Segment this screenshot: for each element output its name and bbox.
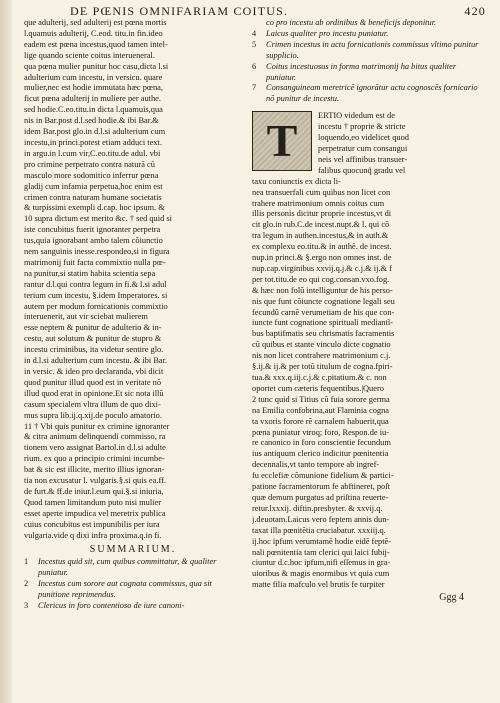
- text-line: iste concubitus fuerit ignoranter perpetra: [24, 225, 161, 235]
- text-line: ta vxoris forore rẽ carnalem habuerit,qua: [252, 416, 389, 426]
- text-line: na Emilia confobrina,aut Flaminia cogna: [252, 405, 389, 415]
- text-line: in argu.in l.cum vir,C.eo.titu.de adul. vbi: [24, 148, 161, 158]
- text-line: fecundũ carnẽ verumetiam de his que con-: [252, 307, 395, 317]
- right-text-lines: [252, 111, 484, 591]
- text-line: falibus quocunq̃ gradu vel: [318, 165, 406, 175]
- text-line: & citra animum delinquendi commisso, ra: [24, 432, 166, 442]
- summary-item: [252, 18, 484, 29]
- text-line: nis in Bar.post d.l.sed hodie.& ibi Bar.&: [24, 116, 159, 126]
- text-line: autem per modum fornicationis commixtio: [24, 301, 168, 311]
- summary-item-text: Incestus quid sit, cum quibus committatur, & qualiter puniatur.: [38, 557, 217, 578]
- summary-item-number: 6: [252, 61, 257, 71]
- text-line: nup.cap.virginibus xxvij.q.j.& c.j.& ij.& f: [252, 263, 392, 273]
- signature-mark: Ggg 4: [439, 592, 464, 604]
- text-line: rantur d.l.qui contra legum in fi.& l.si adul: [24, 279, 167, 289]
- text-line: cũ quibus et stante vinculo dicte cognatio: [252, 340, 391, 350]
- text-line: cit glo.in rub.C.de incest.nupt.& l. qui cõ: [252, 220, 390, 230]
- summary-item: [252, 62, 484, 84]
- summary-item-text: Laicus qualiter pro incestu puniatur.: [266, 28, 389, 38]
- text-line: ficut pœna adulterij in muliere per authe.: [24, 94, 161, 104]
- text-line: & turpissimi exempli d.cap. hoc ipsum. &: [24, 203, 165, 213]
- text-line: pœna puniatur vtroq; foro, Respon.de iu-: [252, 427, 389, 437]
- summary-item: [24, 579, 242, 601]
- text-line: illis personis dicitur proprie incestus,vt di: [252, 209, 392, 219]
- page-gutter: [0, 0, 12, 703]
- text-line: gladij cum infamia perpetua,hoc enim est: [24, 181, 163, 191]
- text-line: patione facramentorum fe abftineret, poſt: [252, 482, 390, 492]
- text-line: mus supra lib.ij.q.xij.de poculo amatorio.: [24, 410, 162, 420]
- text-line: incestu,in princi.potest etiam adduci text.: [24, 137, 162, 147]
- text-line: fu ecclefiæ cõmunione fidelium & partici-: [252, 471, 394, 481]
- text-line: mulier,nec est hodie immutata hæc pœna,: [24, 83, 163, 93]
- text-line: tia non excusatur l. vulgaris.§.si quis ea.ff.: [24, 476, 166, 486]
- text-line: decennalis,vt tanto tempore ab ingref-: [252, 460, 380, 470]
- text-line: neis vel affinibus transuer-: [318, 154, 408, 164]
- text-line: esset aperte impudica vel meretrix publica: [24, 508, 166, 518]
- text-line: 11 † Vbi quis punitur ex crimine ignoranter: [24, 421, 170, 431]
- text-line: nis que funt cõiuncte cognatione legali seu: [252, 296, 395, 306]
- left-column: [24, 18, 242, 612]
- text-line: bus baptifmatis seu chrismatis facramentis: [252, 329, 395, 339]
- text-line: nup.in princi.& §.ergo non omnes inst. de: [252, 253, 392, 263]
- summary-item: [252, 29, 484, 40]
- text-line: ERTIO videdum est de: [318, 111, 395, 121]
- summary-item-text: Coitus incestuosus in forma matrimonij ha bitus qualiter puniatur.: [266, 61, 457, 82]
- text-line: ius antiquum clerico indicitur pœnitentia: [252, 449, 389, 459]
- text-line: perpetratur cum consangui: [318, 143, 408, 153]
- summary-item-text: co pro incestu ab ordinibus & beneficijs deponitur.: [266, 18, 437, 27]
- text-line: nem sanguinis inesse.respondeo,si in figura: [24, 247, 170, 257]
- text-line: taxat illa pœnitẽtia cruciabatur. xxxiij.q.: [252, 525, 386, 535]
- text-line: iuncte funt cognatione spirituali mediantĩ-: [252, 318, 393, 328]
- text-line: matte filia mafculo vel brutis fe turpiter: [252, 580, 385, 590]
- text-line: idem Bar.post glo.in d.l.si adulterium cum: [24, 127, 166, 137]
- text-line: nea transuerfali cum quibus non licet con: [252, 187, 391, 197]
- text-line: tus,quia ignorabant ambo talem cõiunctio: [24, 236, 163, 246]
- right-column: [252, 18, 484, 604]
- summary-item-number: 3: [24, 601, 29, 611]
- summary-item-number: 7: [252, 83, 257, 93]
- text-line: quod punitur illud quod est in veritate nõ: [24, 377, 162, 387]
- text-line: tionem vero assignat Bartol.in d.l.si adulte: [24, 443, 166, 453]
- text-line: qua pœna mulier punitur hoc casu,dicta l.si: [24, 61, 169, 71]
- text-line: ij.hoc ipfum verumtamẽ hodie eidẽ feptẽ-: [252, 536, 392, 546]
- text-line: incestu † proprie & stricte: [318, 122, 406, 132]
- text-line: ex complexu eo.titu.& in authẽ. de incest.: [252, 242, 392, 252]
- text-line: illud quod erat in opinione.Et sic nota illũ: [24, 388, 164, 398]
- summary-item: [252, 83, 484, 105]
- text-line: taxu coniunctis ex dicta li-: [252, 176, 341, 186]
- summary-item-number: 1: [24, 557, 29, 567]
- summary-item-text: Clericus in foro contentioso de iure canoni-: [38, 601, 185, 611]
- text-line: esse neptem & punitur de adulterio & in-: [24, 323, 162, 333]
- text-line: na punitur,si statim habita scientia sepa: [24, 268, 156, 278]
- text-line: in d.l.si adulterium cum incestu. & ibi Bar.: [24, 356, 168, 366]
- text-line: cuius concubitus est impunibilis per iura: [24, 519, 160, 529]
- text-line: j.deuotam.Laicus vero feptem annis dun-: [252, 514, 390, 524]
- page-number: 420: [464, 4, 486, 18]
- text-line: per tot.titu.de eo qui cog.consan.vxo.fog.: [252, 274, 390, 284]
- text-line: que adulterij, sed adulterij est pœna mortis: [24, 18, 167, 27]
- text-line: lige quando sciente coitus interueneral.: [24, 50, 155, 60]
- summary-heading: SUMMARIUM.: [89, 543, 177, 555]
- text-line: Quod tamen limitandum puto nisi mulier: [24, 497, 162, 507]
- summary-item: [252, 40, 484, 62]
- summary-list: [24, 557, 242, 612]
- text-line: oportet cum cæteris fequentibus.|Quero: [252, 383, 384, 393]
- text-line: & hæc non folũ intelliguntur de his perso-: [252, 285, 393, 295]
- text-line: matrimonij fuit facta commixtio nulla pœ-: [24, 257, 166, 267]
- summary-item-number: 4: [252, 28, 257, 38]
- text-line: §.ij.& ij.& per totũ titulum de cogna.fpiri-: [252, 362, 393, 372]
- summary-item: [24, 601, 242, 612]
- text-line: 2 tunc quid si Titius cũ fuia sorore germa: [252, 394, 390, 404]
- text-line: ciuntur d.c.hoc ipfum,nifi eſſemus in gra-: [252, 558, 391, 568]
- text-line: retur.lxxxij. diftin.presbyter. & xxvij.q.: [252, 503, 383, 513]
- text-line: trahere matrimonium omnis coitus cum: [252, 198, 385, 208]
- text-line: nali pœnitentia tam clerici qui laici fubij-: [252, 547, 390, 557]
- main-text-block: [252, 111, 484, 591]
- text-line: loquendo,eo videlicet quod: [318, 133, 409, 143]
- decorated-initial: T: [252, 111, 312, 171]
- text-line: cestu, aut solutum & punitur de stupro &: [24, 334, 162, 344]
- text-line: crimen contra naturam humane societatis: [24, 192, 162, 202]
- text-line: re canonico in foro conscientie fecundum: [252, 438, 391, 448]
- text-line: l.quamuis adulterij, C.eod. titu.in fin.ideo: [24, 28, 163, 38]
- text-line: tua.& xxx.q.iij.c.j.& c.pitatium.& c. non: [252, 373, 387, 382]
- text-line: eadem est pœna incestus,quod tamen intel-: [24, 39, 168, 49]
- summary-list-continued: [252, 18, 484, 105]
- text-line: bat & sic est illicite, merito illius ignoran-: [24, 465, 165, 475]
- text-line: tra legum in authen.incestus,& in auth.&: [252, 231, 389, 241]
- text-line: de furt.& ff.de iniur.l.eum qui.§.si iniuria,: [24, 486, 164, 496]
- text-line: incestu criminibus, ita videtur sentire glo.: [24, 345, 164, 355]
- text-line: sed hodie.C.eo.titu.in dicta l.quamuis,qua: [24, 105, 163, 115]
- text-line: 10 supra dictum est merito &c. † sed quid si: [24, 214, 172, 224]
- left-text-block: [24, 18, 242, 542]
- text-line: masculo more sodomitico inferrur pœna: [24, 170, 159, 180]
- summary-item-text: Crimen incestus in actu fornicationis commissus vltimo punitur supplicio.: [266, 39, 479, 60]
- text-line: rium. ex quo a principio crimini incumbe-: [24, 454, 165, 464]
- text-line: in versic. & ideo pro declaranda, vbi dicit: [24, 367, 164, 376]
- summary-item-text: Consanguineam meretricẽ ignorãtur actu cognoscẽs fornicario nõ punitur de incestu.: [266, 83, 478, 104]
- text-line: nis non licet contrahere matrimonium c.j.: [252, 351, 391, 361]
- text-line: casum specialem vltra illum de quo dixi-: [24, 399, 161, 409]
- text-line: interuenerit, aut vir sciebat mulierem: [24, 312, 148, 322]
- text-line: adulterium cum incestu, in versicu. quare: [24, 72, 163, 82]
- summary-item-text: Incestus cum sorore aut cognata commissus, qua sit punitione reprimendus.: [38, 579, 212, 600]
- summary-item-number: 5: [252, 39, 257, 49]
- header-title: DE PŒNIS OMNIFARIAM COITUS.: [70, 4, 289, 18]
- text-line: pro crimine perpetrato contra naturã cũ: [24, 159, 155, 169]
- summary-item-number: 2: [24, 579, 29, 589]
- text-line: quæ demum purgatus ad priſtina reuerte-: [252, 492, 389, 502]
- summary-item: [24, 557, 242, 579]
- text-line: terium cum incestu, §.idem Imperatores. si: [24, 290, 168, 300]
- text-line: uioribus & magis enormibus vt quia cum: [252, 569, 390, 579]
- text-line: vulgaria.vide q dixi infra proxima.q.in fi.: [24, 530, 162, 540]
